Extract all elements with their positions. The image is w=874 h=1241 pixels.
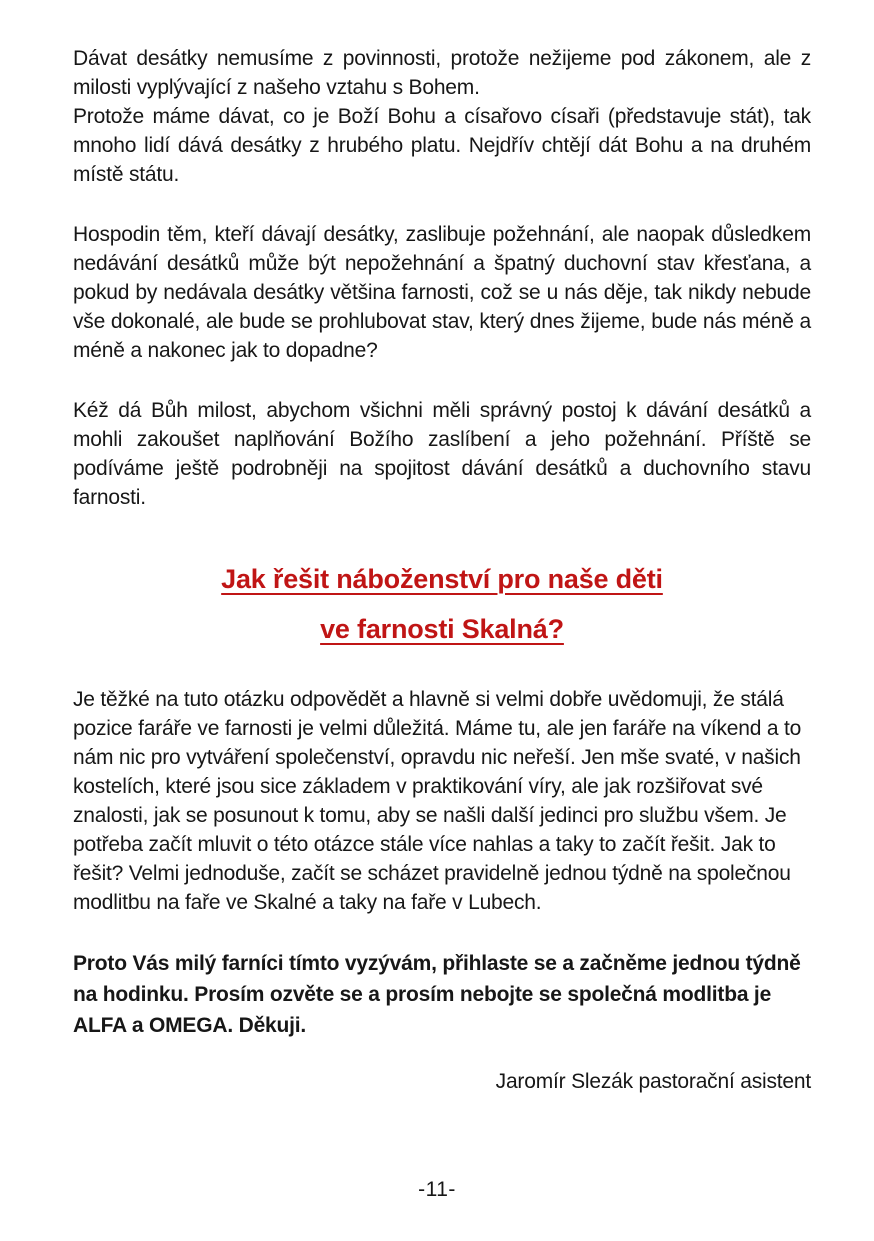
section-heading-line1: Jak řešit náboženství pro naše děti (221, 564, 663, 594)
paragraph-blessing-warning: Hospodin těm, kteří dávají desátky, zaslibuje požehnání, ale naopak důsledkem nedávání desátků může být nepožehnání a špatný duchovní stav křesťana, a pokud by nedávala desátky většina farnosti, což se u nás děje, tak nikdy nebude vše dokonalé, ale bude se prohlubovat stav, který dnes žijeme, bude nás méně a méně a nakonec jak to dopadne? (73, 223, 811, 362)
paragraph-tithes-grace: Dávat desátky nemusíme z povinnosti, protože nežijeme pod zákonem, ale z milosti vyplývající z našeho vztahu s Bohem. (73, 47, 811, 99)
paragraph-call-to-action: Proto Vás milý farníci tímto vyzývám, přihlaste se a začněme jednou týdně na hodinku. Prosím ozvěte se a prosím nebojte se společná modlitba je ALFA a OMEGA. Děkuji. (73, 952, 801, 1037)
page-number: -11- (418, 1178, 456, 1201)
section-heading (73, 554, 811, 654)
paragraph-gods-grace-wish: Kéž dá Bůh milost, abychom všichni měli správný postoj k dávání desátků a mohli zakoušet naplňování Božího zaslíbení a jeho požehnání. Příště se podíváme ještě podrobněji na spojitost dávání desátků a duchovního stavu farnosti. (73, 399, 811, 509)
paragraph-religion-for-children: Je těžké na tuto otázku odpovědět a hlavně si velmi dobře uvědomuji, že stálá pozice faráře ve farnosti je velmi důležitá. Máme tu, ale jen faráře na víkend a to nám nic pro vytváření společenství, opravdu nic neřeší. Jen mše svaté, v našich kostelích, které jsou sice základem v praktikování víry, ale jak rozšiřovat své znalosti, jak se posunout k tomu, aby se našli další jedinci pro službu všem. Je potřeba začít mluvit o této otázce stále více nahlas a taky to začít řešit. Jak to řešit? Velmi jednoduše, začít se scházet pravidelně jednou týdně na společnou modlitbu na faře ve Skalné a taky na faře v Lubech. (73, 688, 802, 914)
section-heading-line2: ve farnosti Skalná? (320, 614, 564, 644)
paragraph-tithes-gross-pay: Protože máme dávat, co je Boží Bohu a císařovo císaři (představuje stát), tak mnoho lidí dává desátky z hrubého platu. Nejdřív chtějí dát Bohu a na druhém místě státu. (73, 105, 811, 186)
signature-line: Jaromír Slezák pastorační asistent (495, 1070, 811, 1093)
page-content (73, 44, 811, 1096)
